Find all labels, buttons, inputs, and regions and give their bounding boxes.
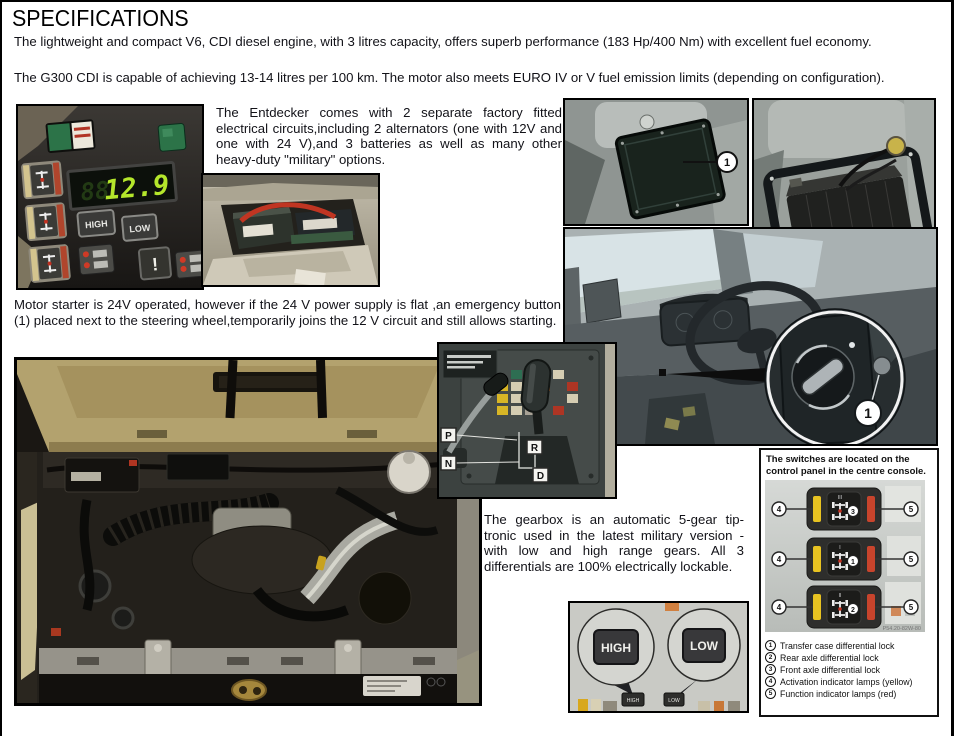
svg-text:4: 4 [776, 555, 782, 564]
paragraph-engine: The lightweight and compact V6, CDI diesel engine, with 3 litres capacity, offers superb performance (183 Hp/400 Nm) with excellent fuel economy. [14, 34, 872, 49]
interior-illustration [565, 229, 936, 444]
legend-item: 3 Front axle differential lock [765, 664, 933, 675]
display-ghost-digits: 88 [79, 176, 111, 207]
paragraph-fuel: The G300 CDI is capable of achieving 13-14 litres per 100 km. The motor also meets EURO IV or V fuel emission limits (depending on configuration). [14, 70, 885, 85]
svg-text:II: II [838, 593, 842, 599]
high-low-photo [568, 601, 749, 713]
engine-battery [65, 458, 139, 492]
magnifier-inset [765, 309, 905, 444]
gear-selector-illustration [439, 344, 615, 497]
svg-text:5: 5 [908, 505, 914, 514]
page-border-top [0, 0, 954, 2]
emergency-button-marker [659, 369, 666, 376]
diagram-code: P54.20-82W-80 [882, 626, 921, 632]
callout-number: 1 [723, 157, 731, 169]
dashboard-panel-photo [16, 104, 204, 290]
low-range-button [122, 214, 158, 241]
fuel-consumption-display [68, 162, 177, 209]
legend-item: 5 Function indicator lamps (red) [765, 688, 933, 699]
svg-text:5: 5 [908, 603, 914, 612]
panel-button-striped [45, 119, 95, 153]
paragraph-starter: Motor starter is 24V operated, however if the 24 V power supply is flat ,an emergency button (1) placed next to the steering wheel,temporarily joins the 12 V circuit and still allows starting. [14, 297, 561, 328]
svg-text:I: I [839, 545, 841, 551]
low-button-small [664, 693, 684, 706]
svg-text:HIGH: HIGH [626, 698, 640, 704]
callout-number: 1 [864, 405, 872, 421]
function-lamp-red [867, 496, 875, 522]
dashboard-panel-illustration [18, 106, 202, 288]
warning-button [139, 247, 172, 280]
gear-selector-photo [437, 342, 617, 499]
svg-text:4: 4 [776, 505, 782, 514]
gear-label-r [527, 440, 542, 454]
gear-label-d [533, 468, 548, 482]
high-low-illustration [570, 603, 747, 711]
gear-label-n [441, 456, 456, 470]
svg-text:3: 3 [851, 509, 855, 516]
svg-text:LOW: LOW [668, 698, 680, 704]
gear-knob [520, 359, 551, 413]
panel-cover-illustration [565, 100, 747, 224]
page-border-left [0, 0, 2, 736]
high-range-button [77, 210, 115, 237]
svg-text:P: P [445, 431, 452, 442]
svg-text:LOW: LOW [128, 222, 151, 235]
high-label: HIGH [601, 641, 631, 655]
high-magnifier [578, 609, 654, 685]
legend-item: 1 Transfer case differential lock [765, 640, 933, 651]
engine-bay-illustration [17, 360, 479, 703]
indicator-button-right [175, 250, 202, 279]
svg-text:4: 4 [776, 603, 782, 612]
svg-text:1: 1 [851, 559, 855, 566]
svg-text:!: ! [151, 254, 159, 275]
warning-sticker [443, 350, 497, 378]
svg-text:N: N [444, 459, 453, 470]
battery-tray-illustration [203, 175, 378, 285]
page-title: SPECIFICATIONS [12, 5, 189, 31]
panel-cover-photo [563, 98, 749, 226]
activation-lamp-yellow [813, 496, 821, 522]
diagram-legend [765, 640, 933, 699]
low-magnifier [668, 609, 740, 681]
switch-diagram-box [759, 448, 939, 717]
battery-tray-photo [201, 173, 380, 287]
svg-text:2: 2 [851, 607, 855, 614]
panel-button-green [158, 123, 186, 151]
high-button-small [622, 693, 644, 706]
switch-console-illustration [765, 480, 925, 632]
low-label: LOW [690, 639, 718, 653]
legend-item: 4 Activation indicator lamps (yellow) [765, 676, 933, 687]
gear-label-p [441, 428, 456, 442]
engine-bay-photo [14, 357, 482, 706]
diagram-caption: The switches are located on the control panel in the centre console. [766, 454, 926, 477]
cover-panel [615, 119, 725, 219]
paragraph-electrical: The Entdecker comes with 2 separate factory fitted electrical circuits,including 2 alternators (one with 12V and one with 24 V),and 3 batteries as well as many other heavy-duty "military" options. [216, 105, 562, 167]
legend-item: 2 Rear axle differential lock [765, 652, 933, 663]
svg-text:5: 5 [908, 555, 914, 564]
indicator-button-left [78, 244, 114, 275]
paragraph-gearbox: The gearbox is an automatic 5-gear tip-tronic used in the latest military version - with low and high range gears. All 3 differentials are 100% electrically lockable. [484, 512, 744, 574]
display-value: 12.9 [103, 169, 171, 207]
svg-text:III: III [837, 495, 843, 501]
svg-text:R: R [530, 443, 539, 454]
interior-photo [563, 227, 938, 446]
svg-text:HIGH: HIGH [84, 218, 108, 231]
svg-text:D: D [536, 471, 545, 482]
